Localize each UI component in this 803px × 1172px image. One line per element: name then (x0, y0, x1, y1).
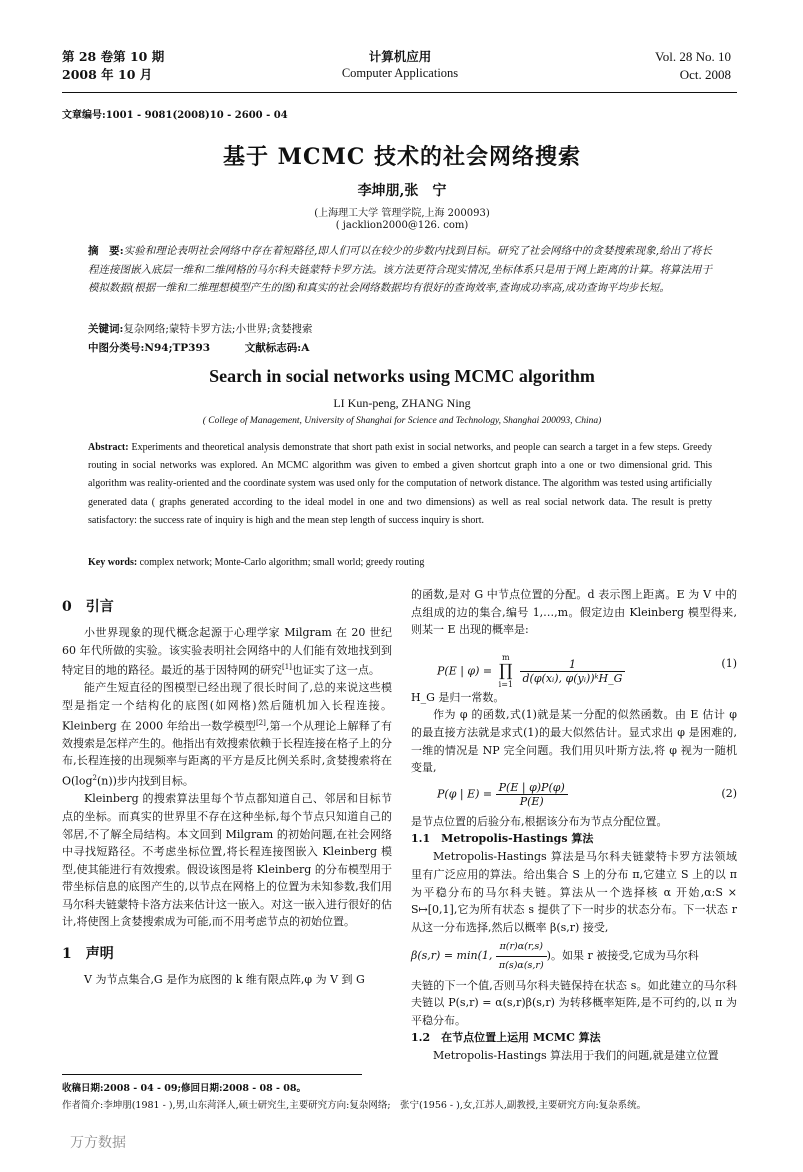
eq3-numerator: π(r)α(r,s) (496, 938, 547, 957)
authors-cn: 李坤朋,张 宁 (357, 183, 447, 199)
eq3-lhs: β(s,r) = min(1, (411, 949, 496, 963)
title-en: Search in social networks using MCMC algorithm (209, 366, 595, 386)
journal-name-cn: 计算机应用 (368, 49, 432, 64)
watermark: 万方数据 (70, 1135, 126, 1151)
right-paragraph-1: 的函数,是对 G 中节点位置的分配。d 表示图上距离。E 为 V 中的点组成的边的集合,编号 1,…,m。假定边由 Kleinberg 模型得来,则某一 E 出现的概率是: (411, 588, 737, 637)
citation-2: [2] (255, 718, 266, 727)
doc-code-value: A (301, 342, 310, 354)
subsection-1-1-heading: 1.1 Metropolis-Hastings 算法 (411, 832, 594, 846)
declaration-paragraph: V 为节点集合,G 是作为底图的 k 维有限点阵,φ 为 V 到 G (84, 973, 365, 987)
clc-value: N94;TP393 (144, 342, 211, 354)
clc-label: 中图分类号: (88, 342, 145, 354)
doc-code-label: 文献标志码: (244, 342, 302, 354)
right-paragraph-3: 作为 φ 的函数,式(1)就是某一分配的似然函数。由 E 估计 φ 的最直接方法就是求式(1)的最大似然估计。显式求出 φ 是困难的,一维的情况是 NP 完全问题。我们用贝叶斯方法,将 φ 视为一随机变量, (411, 708, 737, 775)
classification-line (88, 339, 309, 358)
right-paragraph-4: 是节点位置的后验分布,根据该分布为节点分配位置。 (411, 814, 668, 828)
abstract-en-text: Experiments and theoretical analysis demonstrate that short path exist in social networks, and people can search a target in a few steps. Greedy routing in social networks was explored. An MCMC algorithm was given to embed a given shortcut graph into a one or two dimensional grid. This algorithm was reality-oriented and the coordinate system was used only for the computation of network distance. The algorithm was tested using artificially generated data ( graphs generated according to the ideal model in one and two dimensions) as well as real social network data. The result is pretty satisfactory: the success rate of inquiry is high and the mean step length of success inquiry is short. (88, 442, 712, 526)
eq1-fraction (520, 658, 626, 685)
journal-volume-cn: 第 28 卷第 10 期 (62, 49, 165, 64)
abstract-cn-label: 摘 要: (88, 245, 124, 257)
intro-p1-text: 小世界现象的现代概念起源于心理学家 Milgram 在 20 世纪 60 年代所做的实验。该实验表明社会网络中的人们能有效地找到到特定目的地的路径。最近的基于因特网的研究 (62, 626, 392, 677)
eq3-tail: )。如果 r 被接受,它成为马尔科 (546, 949, 699, 963)
eq2-fraction (496, 781, 568, 808)
eq3-fraction (496, 938, 547, 974)
affiliation-cn: (上海理工大学 管理学院,上海 200093) (314, 208, 490, 219)
product-operator (499, 653, 513, 690)
intro-p1-tail: 也证实了这一点。 (291, 663, 380, 677)
article-number: 文章编号:1001 - 9081(2008)10 - 2600 - 04 (62, 110, 288, 121)
keywords-en (88, 554, 712, 572)
intro-paragraph-1 (62, 624, 392, 679)
citation-1: [1] (282, 663, 292, 672)
intro-p2-text-c: (n))步内找到目标。 (96, 774, 194, 788)
equation-1-number: (1) (721, 656, 737, 670)
eq1-lhs: P(E | φ) = (437, 664, 496, 678)
footnote-author-bio: 作者简介:李坤朋(1981 - ),男,山东菏泽人,硕士研究生,主要研究方向:复杂网络; 张宁(1956 - ),女,江苏人,副教授,主要研究方向:复杂系统。 (62, 1100, 647, 1111)
eq2-denominator: P(E) (519, 794, 544, 808)
intro-p2-text-b: ,第一个从理论上解释了有效搜索是怎样产生的。他指出有效搜索依赖于长程连接在格子上的分布,长程连接的出现频率与距离的平方是反比例关系时,贪婪搜索将在 O(log (62, 719, 392, 788)
journal-date-en: Oct. 2008 (679, 67, 731, 82)
eq2-lhs: P(φ | E) = (437, 787, 496, 801)
intro-paragraph-3: Kleinberg 的搜索算法里每个节点都知道自己、邻居和目标节点的坐标。而真实的世界里不存在这种坐标,每个节点只知道自己的邻居,不了解全局结构。本文回到 Milgram 的初始问题,在社会网络中寻找短路径。不考虑坐标位置,将长程连接图嵌入 Kleinberg 模型,使其能进行有效搜索。假设该图是将 Kleinberg 的分布模型用于带坐标信息的底图产生的,以节点在网格上的位置为未知参数,我们用马尔科夫链蒙特卡洛方法来估计这一嵌入。对这一嵌入进行很好的估计,将使图上贪婪搜索成为可能,而不用考虑节点的初始位置。 (62, 792, 392, 929)
eq1-denominator: d(φ(xᵢ), φ(yᵢ))ᵏH_G (522, 671, 623, 685)
footnote-rule (62, 1074, 362, 1075)
keywords-cn-text: 复杂网络;蒙特卡罗方法;小世界;贪婪搜索 (123, 323, 313, 335)
metropolis-paragraph: Metropolis-Hastings 算法是马尔科夫链蒙特卡罗方法领域里有广泛应用的算法。给出集合 S 上的分布 π,它建立 S 上的以 π 为平稳分布的马尔科夫链。算法从一个选择核 α 开始,α:S × S↦[0,1],它为所有状态 s 提供了下一时步的状态分布。下一状态 r 从这一分布选择,然后以概率 β(s,r) 接受, (411, 850, 737, 934)
journal-volume-en: Vol. 28 No. 10 (655, 49, 731, 64)
eq3-denominator: π(s)α(s,r) (498, 959, 544, 971)
equation-1 (411, 643, 737, 689)
eq2-numerator: P(E | φ)P(φ) (496, 781, 568, 795)
equation-3 (411, 938, 737, 974)
authors-en: LI Kun-peng, ZHANG Ning (333, 396, 471, 410)
keywords-en-text: complex network; Monte-Carlo algorithm; small world; greedy routing (139, 557, 425, 568)
footnotes (62, 1080, 737, 1114)
section-0-heading: 0 引言 (62, 599, 114, 615)
equation-2 (411, 777, 737, 813)
abstract-en-label: Abstract: (88, 442, 129, 453)
abstract-en (88, 439, 712, 530)
subsection-1-2-heading: 1.2 在节点位置上运用 MCMC 算法 (411, 1031, 601, 1045)
keywords-en-label: Key words: (88, 557, 138, 568)
journal-date-cn: 2008 年 10 月 (62, 67, 153, 82)
header-rule (62, 92, 737, 93)
intro-paragraph-2 (62, 679, 392, 790)
author-email: ( jacklion2000@126. com) (335, 220, 469, 231)
eq1-prod-lower: i=1 (498, 679, 513, 689)
mcmc-position-paragraph: Metropolis-Hastings 算法用于我们的问题,就是建立位置 (433, 1049, 719, 1063)
intro-p2-text-a: 能产生短直径的图模型已经出现了很长时间了,总的来说这些模型是指定一个结构化的底图(如网格)然后随机加入长程连接。Kleinberg 在 2000 年给出一数学模型 (62, 681, 392, 733)
keywords-cn (88, 320, 313, 339)
right-column (411, 586, 737, 1065)
log-exponent: 2 (92, 774, 97, 783)
title-cn: 基于 MCMC 技术的社会网络搜索 (222, 144, 582, 170)
eq1-numerator: 1 (520, 658, 626, 672)
right-paragraph-6: 夫链的下一个值,否则马尔科夫链保持在状态 s。如此建立的马尔科夫链以 P(s,r) = α(s,r)β(s,r) 为转移概率矩阵,是不可约的,以 π 为平稳分布。 (411, 978, 737, 1027)
section-1-heading: 1 声明 (62, 946, 114, 963)
abstract-cn (88, 242, 712, 298)
eq1-prod-symbol: ∏ (499, 660, 513, 681)
abstract-cn-text: 实验和理论表明社会网络中存在着短路径,即人们可以在较少的步数内找到目标。研究了社会网络中的贪婪搜索现象,给出了将长程连接图嵌入底层一维和二维网格的马尔科夫链蒙特卡罗方法。该方法更符合现实情况,坐标体系只是用于网上距离的计算。将算法用于模拟数据(根据一维和二维理想模型产生的图)和真实的社会网络数据均有很好的查询效率,查询成功率高,成功查询平均步长短。 (88, 245, 712, 294)
eq1-prod-upper: m (502, 652, 510, 662)
left-column (62, 596, 392, 989)
equation-2-number: (2) (721, 786, 737, 800)
affiliation-en: ( College of Management, University of Shanghai for Science and Technology, Shanghai 200093, China) (202, 416, 602, 426)
right-paragraph-2: H_G 是归一常数。 (411, 690, 505, 704)
journal-name-en: Computer Applications (341, 66, 459, 80)
keywords-cn-label: 关键词: (88, 323, 124, 335)
footnote-dates: 收稿日期:2008 - 04 - 09;修回日期:2008 - 08 - 08。 (62, 1083, 307, 1094)
